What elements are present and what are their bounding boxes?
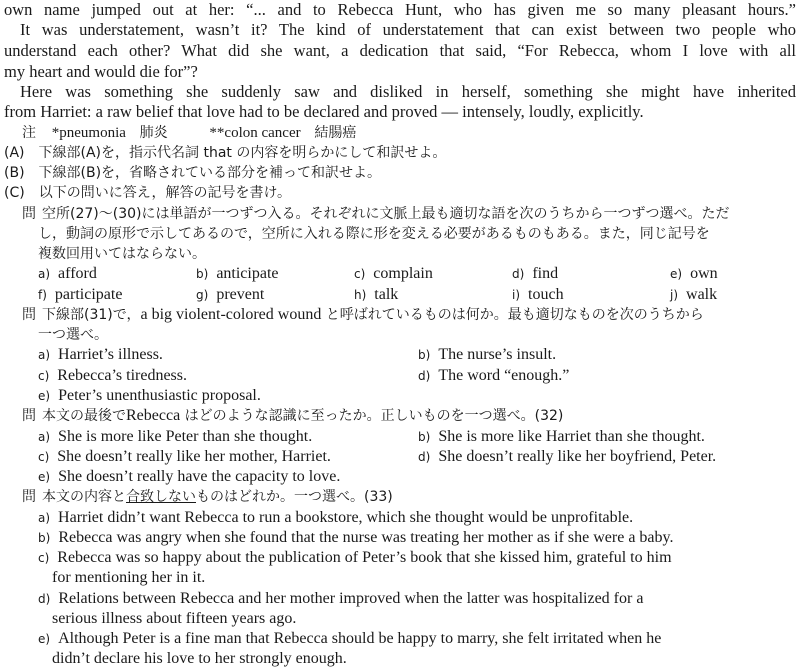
note-term-pneumonia: *pneumonia [51,125,126,141]
option-text: complain [373,265,433,282]
q1-option-f [38,285,122,305]
q1-option-h [354,285,398,305]
q4-option-c-cont [52,568,205,588]
option-key: c) [38,369,50,383]
option-key: e) [38,632,51,646]
q3-option-c [38,447,331,467]
option-text: The nurse’s insult. [438,346,557,363]
q4-text-underlined: 合致しない [126,489,196,505]
option-key: d) [512,267,525,281]
q4-option-d-cont [52,609,296,629]
instruction-b: (B) 下線部(B)を，省略されている部分を補って和訳せよ。 [4,165,382,181]
option-key: e) [38,470,51,484]
q2-option-d [418,366,569,386]
q3-option-e [38,467,340,487]
option-key: a) [38,348,51,362]
option-text-cont: serious illness about fifteen years ago. [52,610,297,627]
option-text: Rebecca was so happy about the publication of Peter’s book that she kissed him, grateful to him [57,549,672,566]
passage-line-4: my heart and would die for”? [4,62,198,81]
option-key: j) [670,288,679,302]
q1-tag: 問 [22,206,36,222]
q2-tag: 問 [22,307,36,323]
option-key: d) [418,369,431,383]
option-key: c) [38,551,50,565]
note-term-colon-cancer: **colon cancer [209,125,301,141]
q2-line-2: 一つ選べ。 [38,327,108,343]
option-text: participate [54,286,123,303]
option-key: d) [38,592,51,606]
option-text: afford [58,265,97,282]
q3-option-d [418,447,716,467]
option-text-cont: for mentioning her in it. [52,569,206,586]
instruction-c: (C) 以下の問いに答え，解答の記号を書け。 [4,185,291,201]
passage-line-2: It was understatement, wasn’t it? The kind of understatement that can exist between two people who [20,20,796,39]
passage-line-1: own name jumped out at her: “... and to Rebecca Hunt, who has given me so many pleasant hours.” [4,0,796,19]
passage-line-5: Here was something she suddenly saw and disliked in herself, something she might have inherited [20,82,796,101]
q3-text-en: Rebecca [126,407,181,424]
option-text: Although Peter is a fine man that Rebecca should be happy to marry, she felt irritated when he [58,630,662,647]
q4-option-c [38,548,672,568]
q1-text-1: 空所(27)〜(30)には単語が一つずつ入る。それぞれに文脈上最も適切な語を次のうちから一つずつ選べ。ただ [42,206,730,222]
q1-line-3: 複数回用いてはならない。 [38,246,206,262]
q1-line-2: し，動詞の原形で示してあるので，空所に入れる際に形を変える必要があるものもある。また，同じ記号を [38,226,710,242]
q4-option-e-cont [52,649,347,669]
option-text: Rebecca was angry when she found that the nurse was treating her mother as if she were a baby. [58,529,674,546]
q3-line [22,406,563,426]
option-text: talk [374,286,399,303]
q1-option-b [196,264,279,284]
option-key: c) [354,267,366,281]
note-jp-pneumonia: 肺炎 [139,125,168,141]
option-key: b) [196,267,209,281]
q1-option-a [38,264,97,284]
option-text: walk [686,286,718,303]
option-text: The word “enough.” [438,367,570,384]
option-text: She is more like Harriet than she thought. [438,428,705,445]
instruction-a: (A) 下線部(A)を，指示代名詞 that の内容を明らかにして和訳せよ。 [4,145,447,161]
glossary-notes [22,123,356,143]
q1-option-j [670,285,717,305]
q4-text-post: ものはどれか。一つ選べ。(33) [196,489,393,505]
q2-option-b [418,345,556,365]
note-jp-colon-cancer: 結腸癌 [314,125,357,141]
q4-text-pre: 本文の内容と [42,489,126,505]
notes-label: 注 [22,125,36,141]
q3-option-b [418,427,705,447]
q2-text-post: と呼ばれているものは何か。最も適切なものを次のうちから [325,307,704,323]
q2-option-c [38,366,187,386]
option-text: own [690,265,718,282]
q3-text-post: はどのような認識に至ったか。正しいものを一つ選べ。(32) [184,408,564,424]
passage-line-3: understand each other? What did she want, a dedication that said, “For Rebecca, whom I love with all [4,41,796,60]
q2-option-e [38,386,261,406]
option-text: anticipate [216,265,279,282]
q3-option-a [38,427,312,447]
q1-option-e [670,264,718,284]
option-text: Harriet didn’t want Rebecca to run a bookstore, which she thought would be unprofitable. [58,509,634,526]
option-text: Relations between Rebecca and her mother improved when the latter was hospitalized for a [58,590,644,607]
option-text: She doesn’t really have the capacity to love. [58,468,341,485]
q2-text-en: a big violent-colored wound [140,306,322,323]
passage-line-6: from Harriet: a raw belief that love had to be declared and proved — intensely, loudly, explicitly. [4,102,644,121]
q3-tag: 問 [22,408,36,424]
q2-text-pre: 下線部(31)で， [42,307,141,323]
option-key: c) [38,450,50,464]
q4-option-d [38,589,643,609]
option-key: a) [38,511,51,525]
q2-option-a [38,345,163,365]
option-key: e) [38,389,51,403]
option-key: f) [38,288,47,302]
option-text: prevent [216,286,265,303]
option-key: a) [38,430,51,444]
option-text: find [532,265,559,282]
option-key: b) [418,430,431,444]
q4-option-e [38,629,661,649]
q1-option-i [512,285,564,305]
option-text: She is more like Peter than she thought. [58,428,313,445]
option-key: h) [354,288,367,302]
q1-option-g [196,285,264,305]
q1-option-c [354,264,433,284]
option-text: She doesn’t really like her boyfriend, Peter. [438,448,717,465]
option-key: e) [670,267,683,281]
q3-text-pre: 本文の最後で [42,408,126,424]
q4-tag: 問 [22,489,36,505]
option-text: She doesn’t really like her mother, Harriet. [57,448,331,465]
option-text-cont: didn’t declare his love to her strongly enough. [52,650,347,667]
option-text: touch [528,286,564,303]
option-key: i) [512,288,521,302]
option-text: Peter’s unenthusiastic proposal. [58,387,261,404]
q2-line-1 [22,305,704,325]
option-key: a) [38,267,51,281]
q4-option-a [38,508,633,528]
option-key: g) [196,288,209,302]
option-text: Rebecca’s tiredness. [57,367,188,384]
option-key: b) [418,348,431,362]
option-text: Harriet’s illness. [58,346,163,363]
q1-option-d [512,264,558,284]
option-key: d) [418,450,431,464]
q1-line-1 [22,204,729,224]
q4-line [22,487,393,507]
option-key: b) [38,531,51,545]
q4-option-b [38,528,674,548]
